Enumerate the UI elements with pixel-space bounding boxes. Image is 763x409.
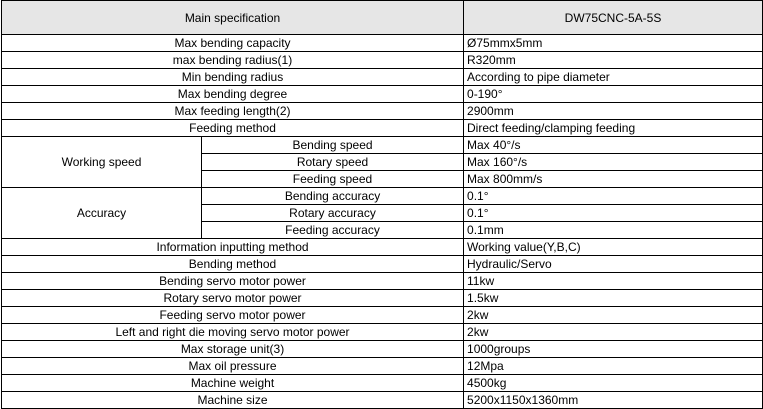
spec-row bbox=[2, 137, 763, 154]
param-value: 12Mpa bbox=[464, 358, 763, 375]
param-label: Max bending capacity bbox=[2, 35, 464, 52]
param-value: According to pipe diameter bbox=[464, 69, 763, 86]
spec-row bbox=[2, 392, 763, 409]
param-value: 0.1° bbox=[464, 205, 763, 222]
param-value: Max 800mm/s bbox=[464, 171, 763, 188]
param-value: Direct feeding/clamping feeding bbox=[464, 120, 763, 137]
param-label: Machine weight bbox=[2, 375, 464, 392]
spec-row bbox=[2, 256, 763, 273]
param-value: Ø75mmx5mm bbox=[464, 35, 763, 52]
param-value: Working value(Y,B,C) bbox=[464, 239, 763, 256]
spec-table bbox=[1, 0, 763, 409]
param-value: 0.1° bbox=[464, 188, 763, 205]
param-label: Bending method bbox=[2, 256, 464, 273]
param-label: Max oil pressure bbox=[2, 358, 464, 375]
param-value: 5200x1150x1360mm bbox=[464, 392, 763, 409]
param-label: Rotary speed bbox=[202, 154, 464, 171]
param-label: Min bending radius bbox=[2, 69, 464, 86]
param-value: 2kw bbox=[464, 307, 763, 324]
spec-row bbox=[2, 188, 763, 205]
param-value: 1000groups bbox=[464, 341, 763, 358]
param-label: Bending servo motor power bbox=[2, 273, 464, 290]
param-value: 1.5kw bbox=[464, 290, 763, 307]
param-value: Max 160°/s bbox=[464, 154, 763, 171]
param-label: Max feeding length(2) bbox=[2, 103, 464, 120]
param-value: Max 40°/s bbox=[464, 137, 763, 154]
spec-row bbox=[2, 358, 763, 375]
working-speed-group-label: Working speed bbox=[2, 137, 202, 188]
spec-row bbox=[2, 273, 763, 290]
param-label: Max storage unit(3) bbox=[2, 341, 464, 358]
spec-row bbox=[2, 341, 763, 358]
header-right: DW75CNC-5A-5S bbox=[464, 1, 763, 35]
param-label: Machine size bbox=[2, 392, 464, 409]
spec-row bbox=[2, 35, 763, 52]
spec-row bbox=[2, 86, 763, 103]
spec-row bbox=[2, 120, 763, 137]
param-label: Bending accuracy bbox=[202, 188, 464, 205]
param-value: 2kw bbox=[464, 324, 763, 341]
param-value: 0-190° bbox=[464, 86, 763, 103]
param-label: Information inputting method bbox=[2, 239, 464, 256]
param-label: max bending radius(1) bbox=[2, 52, 464, 69]
param-label: Rotary accuracy bbox=[202, 205, 464, 222]
spec-table-body bbox=[2, 1, 763, 409]
param-value: 4500kg bbox=[464, 375, 763, 392]
param-label: Feeding method bbox=[2, 120, 464, 137]
param-label: Left and right die moving servo motor power bbox=[2, 324, 464, 341]
spec-row bbox=[2, 324, 763, 341]
accuracy-group-label: Accuracy bbox=[2, 188, 202, 239]
param-value: 2900mm bbox=[464, 103, 763, 120]
spec-row bbox=[2, 307, 763, 324]
param-value: Hydraulic/Servo bbox=[464, 256, 763, 273]
header-left: Main specification bbox=[2, 1, 464, 35]
param-value: R320mm bbox=[464, 52, 763, 69]
header-row bbox=[2, 1, 763, 35]
param-value: 11kw bbox=[464, 273, 763, 290]
spec-row bbox=[2, 290, 763, 307]
param-label: Feeding accuracy bbox=[202, 222, 464, 239]
spec-row bbox=[2, 103, 763, 120]
param-label: Feeding speed bbox=[202, 171, 464, 188]
spec-row bbox=[2, 69, 763, 86]
param-label: Bending speed bbox=[202, 137, 464, 154]
spec-row bbox=[2, 375, 763, 392]
param-label: Max bending degree bbox=[2, 86, 464, 103]
param-label: Feeding servo motor power bbox=[2, 307, 464, 324]
param-label: Rotary servo motor power bbox=[2, 290, 464, 307]
spec-row bbox=[2, 239, 763, 256]
spec-row bbox=[2, 52, 763, 69]
param-value: 0.1mm bbox=[464, 222, 763, 239]
